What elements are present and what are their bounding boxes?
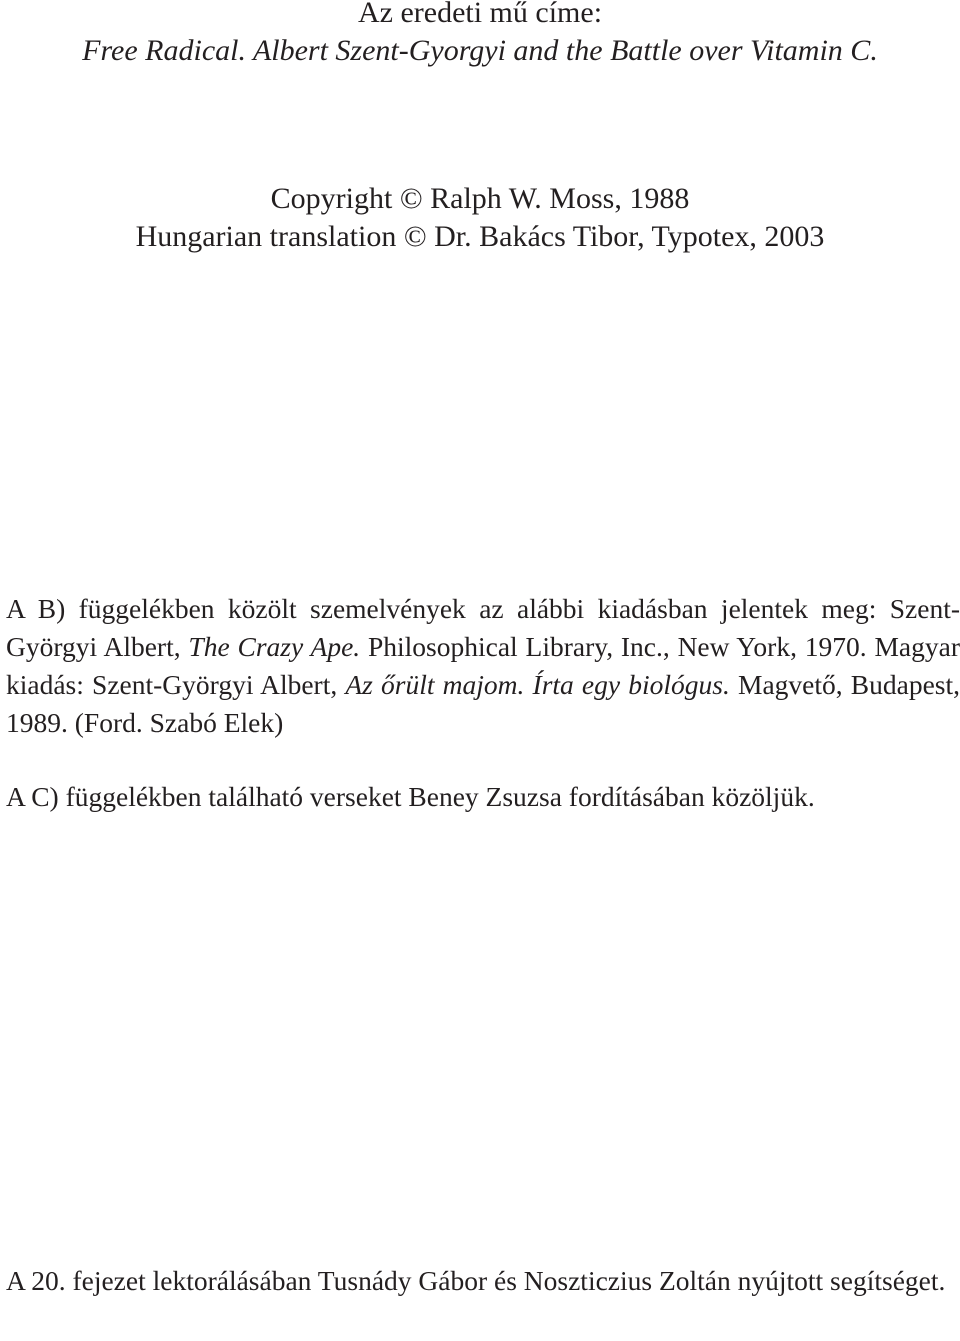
- appendix-b-book-title: The Crazy Ape.: [188, 631, 361, 662]
- copyright-block: [0, 180, 960, 256]
- original-title-text: Free Radical. Albert Szent-Gyorgyi and the Battle over Vitamin C.: [82, 34, 878, 67]
- original-title-block: [0, 0, 960, 70]
- appendix-c-paragraph: A C) függelékben található verseket Beney Zsuzsa fordításában közöljük.: [6, 781, 815, 812]
- appendix-b-text-3: Magvető, Budapest, 1989. (Ford. Szabó Elek): [6, 669, 960, 738]
- appendix-b-text-2: Philosophical Library, Inc., New York, 1970. Magyar kiadás: Szent-Györgyi Albert,: [6, 631, 960, 700]
- copyright-line-original: Copyright © Ralph W. Moss, 1988: [270, 182, 690, 215]
- appendix-b-hungarian-title: Az őrült majom. Írta egy biológus.: [345, 669, 730, 700]
- appendix-b-paragraph: [6, 590, 960, 742]
- lektor-paragraph: A 20. fejezet lektorálásában Tusnády Gábor és Noszticzius Zoltán nyújtott segítséget.: [6, 1265, 946, 1296]
- original-title-label: Az eredeti mű címe:: [357, 0, 603, 29]
- copyright-line-translation: Hungarian translation © Dr. Bakács Tibor, Typotex, 2003: [135, 220, 825, 253]
- appendix-b-text-1: A B) függelékben közölt szemelvények az alábbi kiadásban jelentek meg: Szent-Györgyi Albert,: [6, 593, 960, 662]
